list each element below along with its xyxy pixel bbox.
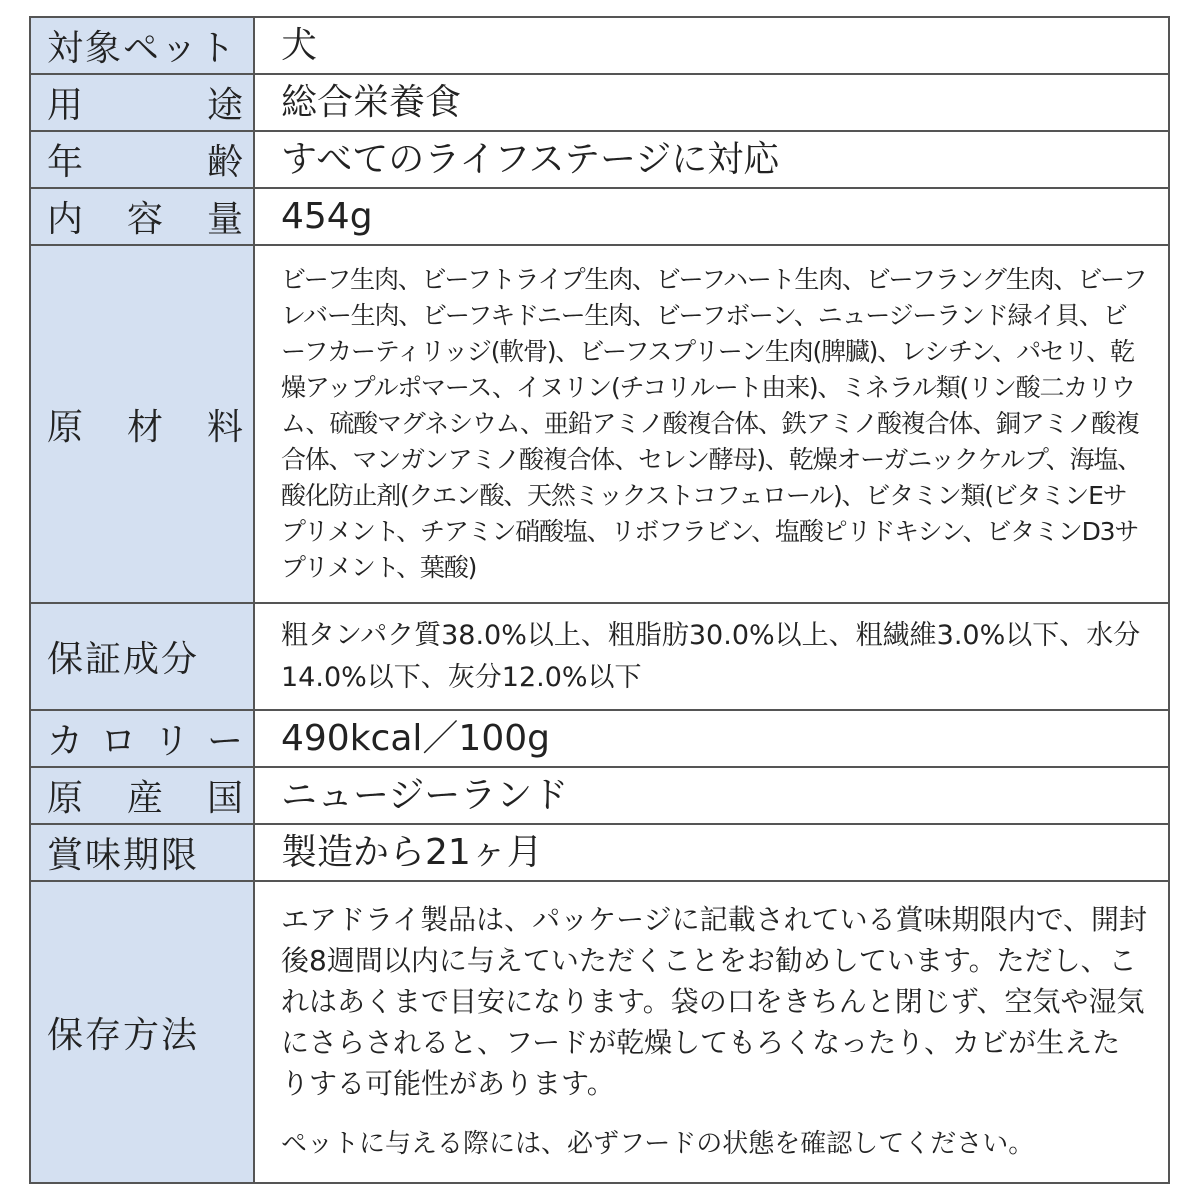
label-text: 賞味期限	[47, 835, 200, 876]
label-text	[47, 713, 243, 764]
label-char: ー	[206, 721, 243, 762]
row-value: すべてのライフステージに対応	[254, 131, 1169, 188]
label-char: 年	[47, 142, 84, 183]
label-text	[47, 770, 243, 821]
label-char: 材	[126, 406, 163, 448]
storage-note: ペットに与える際には、必ずフードの状態を確認してください。	[281, 1129, 1035, 1159]
row-value: ニュージーランド	[254, 767, 1169, 824]
label-char: 産	[126, 778, 163, 819]
row-label	[30, 603, 254, 710]
spec-row-calories	[30, 710, 1169, 767]
label-char: 国	[206, 778, 243, 819]
label-char: 齢	[206, 142, 243, 183]
label-text: 保存方法	[47, 1014, 200, 1056]
storage-text: エアドライ製品は、パッケージに記載されている賞味期限内で、開封後8週間以内に与えていただくことをお勧めしています。ただし、これはあくまで目安になります。袋の口をきちんと閉じず、空気や湿気にさらされると、フードが乾燥してもろくなったり、カビが生えたりする可能性があります。	[281, 903, 1148, 1100]
label-char: ロ	[100, 721, 137, 762]
label-char: 内	[47, 199, 84, 240]
label-char: リ	[153, 721, 190, 762]
spec-row-contents	[30, 188, 1169, 245]
row-label	[30, 188, 254, 245]
label-char: 途	[206, 85, 243, 126]
row-value: 454g	[254, 188, 1169, 245]
product-spec-table	[29, 16, 1170, 1184]
spec-row-age	[30, 131, 1169, 188]
label-text	[47, 399, 243, 450]
row-label	[30, 824, 254, 881]
label-text	[47, 134, 243, 185]
row-label	[30, 17, 254, 74]
row-label	[30, 245, 254, 603]
spec-row-storage	[30, 881, 1169, 1183]
label-char: 用	[47, 85, 84, 126]
row-value: 粗タンパク質38.0%以上、粗脂肪30.0%以上、粗繊維3.0%以下、水分14.0%以下、灰分12.0%以下	[254, 603, 1169, 710]
row-value: 犬	[254, 17, 1169, 74]
label-text: 保証成分	[47, 639, 200, 680]
spec-row-best-before	[30, 824, 1169, 881]
row-value: 490kcal／100g	[254, 710, 1169, 767]
label-char: 原	[47, 778, 84, 819]
row-value	[254, 881, 1169, 1183]
spec-row-origin	[30, 767, 1169, 824]
spec-row-target-pet	[30, 17, 1169, 74]
spec-row-ingredients	[30, 245, 1169, 603]
row-label	[30, 767, 254, 824]
label-char: 料	[206, 406, 243, 448]
row-label	[30, 881, 254, 1183]
label-text	[47, 77, 243, 128]
spec-row-guaranteed-analysis	[30, 603, 1169, 710]
label-text	[47, 191, 243, 242]
row-label	[30, 131, 254, 188]
label-text: 対象ペット	[47, 28, 238, 69]
label-char: 容	[126, 199, 163, 240]
row-label	[30, 74, 254, 131]
row-value: 製造から21ヶ月	[254, 824, 1169, 881]
row-value: ビーフ生肉、ビーフトライプ生肉、ビーフハート生肉、ビーフラング生肉、ビーフレバー生肉、ビーフキドニー生肉、ビーフボーン、ニュージーランド緑イ貝、ビーフカーティリッジ(軟骨)、ビーフスプリーン生肉(脾臓)、レシチン、パセリ、乾燥アップルポマース、イヌリン(チコリルート由来)、ミネラル類(リン酸二カリウム、硫酸マグネシウム、亜鉛アミノ酸複合体、鉄アミノ酸複合体、銅アミノ酸複合体、マンガンアミノ酸複合体、セレン酵母)、乾燥オーガニックケルプ、海塩、酸化防止剤(クエン酸、天然ミックストコフェロール)、ビタミン類(ビタミンEサプリメント、チアミン硝酸塩、リボフラビン、塩酸ピリドキシン、ビタミンD3サプリメント、葉酸)	[254, 245, 1169, 603]
label-char: カ	[47, 721, 84, 762]
label-char: 量	[206, 199, 243, 240]
spec-row-usage	[30, 74, 1169, 131]
label-char: 原	[47, 406, 84, 448]
row-label	[30, 710, 254, 767]
row-value: 総合栄養食	[254, 74, 1169, 131]
